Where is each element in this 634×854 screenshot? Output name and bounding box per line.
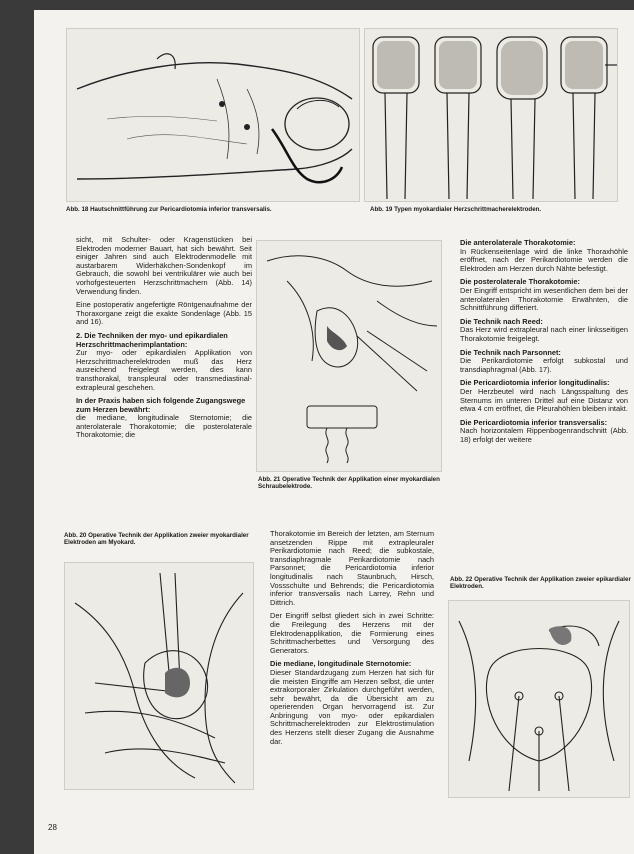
page-number: 28 bbox=[48, 823, 57, 832]
right-heading-4: Die Technik nach Parsonnet: bbox=[460, 347, 561, 357]
right-paragraph-6: Nach horizontalem Rippenbogenrandschnitt (Abb. 18) erfolgt der weitere bbox=[460, 426, 628, 444]
figure-21-caption: Abb. 21 Operative Technik der Applikation einer myokardialen Schraubelektrode. bbox=[258, 476, 440, 491]
left-paragraph-1: sicht, mit Schulter- oder Kragenstücken bei Elektroden moderner Bauart, hat sich bewährt. Seit einiger Jahren sind auch Elektrodenmodelle mit austarbarem Widerhäkchen-Sondenkopf im Gebrauch, die sowohl bei ventrikulärer wie auch bei vorhofgesteuerten Herzschrittmachern (Abb. 14) Verwendung finden. bbox=[76, 235, 252, 296]
figure-22-illustration bbox=[448, 600, 630, 798]
epicardial-electrodes-drawing bbox=[449, 601, 629, 797]
left-heading-1: 2. Die Techniken der myo- und epikardialen Herzschrittmacherimplantation: bbox=[76, 330, 228, 349]
right-heading-5: Die Pericardiotomia inferior longitudinalis: bbox=[460, 378, 610, 388]
screw-electrode-drawing bbox=[257, 241, 441, 471]
right-text-column bbox=[460, 236, 628, 449]
myocardial-electrodes-drawing bbox=[65, 563, 253, 789]
right-heading-3: Die Technik nach Reed: bbox=[460, 316, 543, 326]
left-paragraph-3: Zur myo- oder epikardialen Applikation von Herzschrittmacherelektroden muß das Herz ausreichend freigelegt werden, dies kann transthorakal, transpleural oder transmediastinal-extrapleural geschehen. bbox=[76, 348, 252, 392]
left-text-column bbox=[76, 236, 252, 445]
right-heading-6: Die Pericardiotomia inferior transversalis: bbox=[460, 417, 608, 427]
right-paragraph-2: Der Eingriff entspricht im wesentlichen dem bei der anterolateralen Thorakotomie Erwähnten, die Schnittführung differiert. bbox=[460, 285, 628, 313]
figure-19-illustration bbox=[364, 28, 618, 202]
left-paragraph-4: die mediane, longitudinale Sternotomie; die anterolaterale Thorakotomie; die posterolaterale Thorakotomie; die bbox=[76, 413, 252, 440]
middle-text-column bbox=[270, 530, 434, 751]
torso-drawing bbox=[67, 29, 359, 201]
middle-heading-1: Die mediane, longitudinale Sternotomie: bbox=[270, 659, 412, 669]
left-heading-2: In der Praxis haben sich folgende Zugangswege zum Herzen bewährt: bbox=[76, 396, 246, 414]
figure-20-caption: Abb. 20 Operative Technik der Applikation zweier myokardialer Elektroden am Myokard. bbox=[64, 532, 249, 547]
right-paragraph-4: Die Perikardiotomie erfolgt subkostal und transdiaphragmal (Abb. 17). bbox=[460, 356, 628, 374]
left-paragraph-2: Eine postoperativ angefertigte Röntgenaufnahme der Thoraxorgane zeigt die exakte Sondenlage (Abb. 15 and 16). bbox=[76, 300, 252, 327]
middle-paragraph-2: Der Eingriff selbst gliedert sich in zwei Schritte: die Freilegung des Herzens mit der Elektrodenapplikation, die Formierung eines Schrittmacherbettes und Versorgung des Generators. bbox=[270, 611, 434, 655]
figure-18-illustration bbox=[66, 28, 360, 202]
figure-22-caption: Abb. 22 Operative Technik der Applikation zweier epikardialer Elektroden. bbox=[450, 576, 631, 591]
middle-paragraph-3: Dieser Standardzugang zum Herzen hat sich für die meisten Eingriffe am Herzen selbst, die unter extrakorporaler Zirkulation durchgeführt werden, sehr bewährt, da die Übersicht am zu operierenden Organ hervorragend ist. Zur Anbringung von myo- oder epikardialen Schrittmacherelektroden zur Elektrostimulation des Herzens stellt dieser Zugang die Ausnahme dar. bbox=[270, 667, 434, 746]
right-paragraph-3: Das Herz wird extrapleural nach einer linksseitigen Thorakotomie freigelegt. bbox=[460, 325, 628, 343]
electrode-types-drawing bbox=[365, 29, 617, 201]
right-heading-2: Die posterolaterale Thorakotomie: bbox=[460, 277, 580, 287]
middle-paragraph-1: Thorakotomie im Bereich der letzten, am Sternum ansetzenden Rippe mit extrapleuraler Perikardiotomie nach Reed; die subkostale, transdiaphragmale Perikardiotomie nach Parsonnet; die Pericardiotomia inferior longitudinalis nach Staunbruch, Hirsch, Vossschulte und Behrends; die Pericardiotomia inferior transversalis nach Larrey, Rehn und Dittrich. bbox=[270, 529, 434, 607]
right-paragraph-1: In Rückenseitenlage wird die linke Thoraxhöhle eröffnet, nach der Perikardiotomie werden die Elektroden am Herzen durch Nähte befestigt. bbox=[460, 246, 628, 273]
figure-19-caption: Abb. 19 Typen myokardialer Herzschrittmacherelektroden. bbox=[370, 206, 542, 213]
figure-20-illustration bbox=[64, 562, 254, 790]
right-heading-1: Die anterolaterale Thorakotomie: bbox=[460, 238, 576, 247]
right-paragraph-5: Der Herzbeutel wird nach Längsspaltung des Sternums im unteren Drittel auf eine Distanz von etwa 4 cm eröffnet, die Pleurahöhlen bleiben intakt. bbox=[460, 386, 628, 414]
figure-18-caption: Abb. 18 Hautschnittführung zur Pericardiotomia inferior transversalis. bbox=[66, 206, 272, 213]
book-page bbox=[34, 10, 634, 854]
figure-21-illustration bbox=[256, 240, 442, 472]
